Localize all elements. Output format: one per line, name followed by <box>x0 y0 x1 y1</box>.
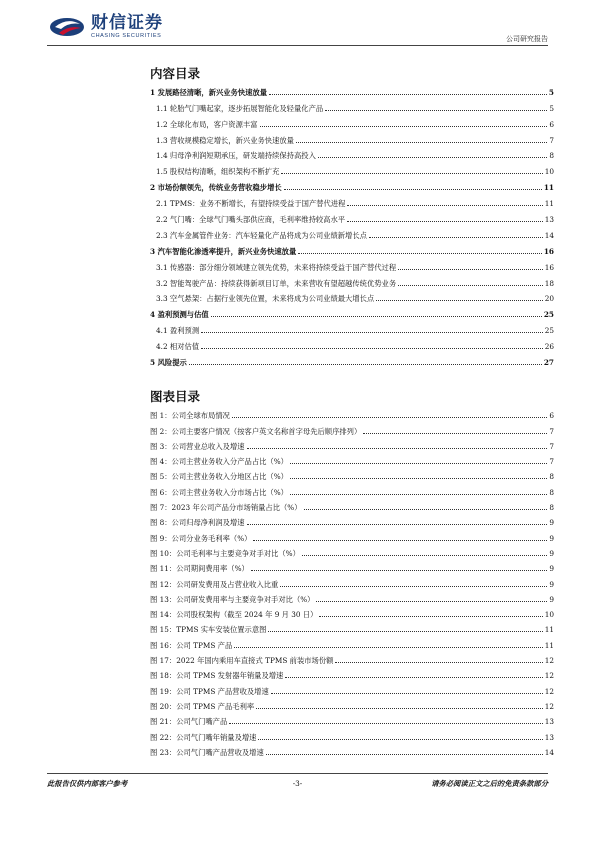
toc-section-entry-label: 2.1 TPMS：业务不断增长，有望持续受益于国产替代进程 <box>156 199 346 209</box>
toc-section-entry[interactable] <box>150 256 554 272</box>
toc-section-entry[interactable] <box>150 288 554 304</box>
page-number: -3- <box>292 779 303 788</box>
dot-leader <box>256 707 543 709</box>
figure-entry-label: 图 3：公司营业总收入及增速 <box>150 441 245 451</box>
figure-entry-label: 图 14：公司股权架构（截至 2024 年 9 月 30 日） <box>150 610 318 620</box>
figure-entry-page: 8 <box>549 503 554 513</box>
dot-leader <box>280 585 547 587</box>
toc-section-entry-page: 14 <box>544 230 554 240</box>
toc-section-entry-page: 11 <box>544 199 554 209</box>
logo-name-en: CHASING SECURITIES <box>91 33 162 39</box>
figure-entry[interactable] <box>150 527 554 542</box>
toc-section-entry-label: 2.3 汽车金属管件业务：汽车轻量化产品将成为公司业绩新增长点 <box>156 230 367 240</box>
dot-leader <box>347 204 542 206</box>
figure-entry-page: 12 <box>544 701 554 711</box>
figure-entry[interactable] <box>150 650 554 665</box>
dot-leader <box>251 569 548 571</box>
figure-entry-label: 图 18：公司 TPMS 发射器年销量及增速 <box>150 671 284 681</box>
toc-section-entry-page: 18 <box>544 278 554 288</box>
toc-section-entry[interactable] <box>150 224 554 240</box>
dot-leader <box>258 738 542 740</box>
dot-leader <box>316 600 547 602</box>
dot-leader <box>376 299 542 301</box>
figure-entry-label: 图 11：公司期间费用率（%） <box>150 564 249 574</box>
toc-section-entry-label: 1.2 全球化布局，客户资源丰富 <box>156 119 258 129</box>
toc-section-entry-label: 3.1 传感器：部分细分领域建立领先优势，未来将持续受益于国产替代过程 <box>156 262 397 272</box>
figure-entry-label: 图 6：公司主营业务收入分市场占比（%） <box>150 487 288 497</box>
toc-section-entry-label: 4.1 盈利预测 <box>156 326 200 336</box>
toc-chapter-entry-label: 1 发展路径清晰，新兴业务快速放量 <box>150 87 268 97</box>
figure-entry-label: 图 20：公司 TPMS 产品毛利率 <box>150 701 255 711</box>
figure-entry-label: 图 16：公司 TPMS 产品 <box>150 640 233 650</box>
figure-entry-page: 9 <box>549 564 554 574</box>
figure-entry-label: 图 8：公司归母净利润及增速 <box>150 518 245 528</box>
toc-section-entry[interactable] <box>150 272 554 288</box>
toc-chapter-entry-label: 2 市场份额领先，传统业务营收稳步增长 <box>150 183 282 193</box>
figure-entry-page: 12 <box>544 656 554 666</box>
figure-entry[interactable] <box>150 680 554 695</box>
dot-leader <box>347 220 543 222</box>
toc-list <box>150 81 554 367</box>
figure-entry[interactable] <box>150 420 554 435</box>
figure-entry-page: 12 <box>544 686 554 696</box>
dot-leader <box>189 363 542 365</box>
figure-entry[interactable] <box>150 589 554 604</box>
figure-list <box>150 405 554 757</box>
toc-section-entry-page: 13 <box>544 215 554 225</box>
figure-entry-page: 8 <box>549 487 554 497</box>
dot-leader <box>211 315 542 317</box>
figure-entry-label: 图 23：公司气门嘴产品营收及增速 <box>150 747 264 757</box>
logo-icon <box>47 15 87 39</box>
toc-section-entry[interactable] <box>150 145 554 161</box>
dot-leader <box>232 416 547 418</box>
dot-leader <box>335 661 542 663</box>
figure-entry[interactable] <box>150 711 554 726</box>
figure-entry-label: 图 22：公司气门嘴年销量及增速 <box>150 732 257 742</box>
dot-leader <box>281 172 542 174</box>
toc-chapter-entry-page: 11 <box>543 183 554 193</box>
toc-section-entry[interactable] <box>150 129 554 145</box>
dot-leader <box>290 462 547 464</box>
toc-section-entry-label: 1.3 营收规模稳定增长，新兴业务快速放量 <box>156 135 294 145</box>
figure-entry-page: 11 <box>544 640 554 650</box>
dot-leader <box>247 523 548 525</box>
toc-section-entry-page: 8 <box>549 151 554 161</box>
toc-section-entry-page: 7 <box>549 135 554 145</box>
toc-chapter-entry[interactable] <box>150 240 554 256</box>
header-divider <box>47 45 548 46</box>
dot-leader <box>229 722 542 724</box>
figure-entry[interactable] <box>150 634 554 649</box>
dot-leader <box>302 554 547 556</box>
figure-entry-label: 图 21：公司气门嘴产品 <box>150 717 228 727</box>
figure-entry-page: 9 <box>549 548 554 558</box>
figure-entry-page: 7 <box>549 441 554 451</box>
footer-divider <box>47 773 548 774</box>
figure-list-title: 图表目录 <box>150 389 201 404</box>
toc-chapter-entry-page: 16 <box>543 246 554 256</box>
toc-section-entry[interactable] <box>150 208 554 224</box>
figure-entry-page: 13 <box>544 717 554 727</box>
toc-chapter-entry[interactable] <box>150 81 554 97</box>
toc-chapter-entry-page: 27 <box>543 358 554 368</box>
toc-section-entry[interactable] <box>150 97 554 113</box>
figure-entry-page: 9 <box>549 594 554 604</box>
toc-section-entry[interactable] <box>150 335 554 351</box>
dot-leader <box>398 284 543 286</box>
toc-section-entry-page: 5 <box>549 103 554 113</box>
dot-leader <box>266 753 543 755</box>
dot-leader <box>201 331 543 333</box>
figure-entry-label: 图 12：公司研发费用及占营业收入比重 <box>150 579 279 589</box>
figure-entry[interactable] <box>150 497 554 512</box>
dot-leader <box>325 109 547 111</box>
toc-title: 内容目录 <box>150 66 201 81</box>
figure-entry[interactable] <box>150 619 554 634</box>
figure-entry-label: 图 7：2023 年公司产品分市场销量占比（%） <box>150 503 302 513</box>
dot-leader <box>319 615 542 617</box>
figure-entry-label: 图 4：公司主营业务收入分产品占比（%） <box>150 457 288 467</box>
toc-section-entry-label: 1.5 股权结构清晰，组织架构不断扩充 <box>156 167 280 177</box>
figure-entry-page: 9 <box>549 579 554 589</box>
dot-leader <box>304 508 548 510</box>
toc-chapter-entry-label: 3 汽车智能化渗透率提升，新兴业务快速放量 <box>150 246 297 256</box>
figure-entry-label: 图 19：公司 TPMS 产品营收及增速 <box>150 686 269 696</box>
toc-chapter-entry[interactable] <box>150 303 554 319</box>
figure-entry[interactable] <box>150 466 554 481</box>
toc-section-entry[interactable] <box>150 319 554 335</box>
toc-section-entry-page: 10 <box>544 167 554 177</box>
toc-section-entry[interactable] <box>150 113 554 129</box>
toc-chapter-entry[interactable] <box>150 176 554 192</box>
figure-entry-label: 图 1：公司全球布局情况 <box>150 411 230 421</box>
page-header <box>0 0 595 56</box>
toc-section-entry-page: 16 <box>544 262 554 272</box>
toc-section-entry-label: 3.3 空气悬架：占据行业领先位置，未来将成为公司业绩最大增长点 <box>156 294 375 304</box>
figure-entry-label: 图 17：2022 年国内乘用车直接式 TPMS 前装市场份额 <box>150 656 334 666</box>
figure-entry-page: 7 <box>549 457 554 467</box>
figure-entry[interactable] <box>150 558 554 573</box>
figure-entry-label: 图 5：公司主营业务收入分地区占比（%） <box>150 472 288 482</box>
figure-entry-page: 9 <box>549 533 554 543</box>
toc-section-entry-label: 4.2 相对估值 <box>156 342 200 352</box>
toc-section-entry-label: 2.2 气门嘴：全球气门嘴头部供应商，毛利率维持较高水平 <box>156 215 346 225</box>
document-type-label: 公司研究报告 <box>506 35 548 43</box>
figure-entry[interactable] <box>150 481 554 496</box>
dot-leader <box>253 539 547 541</box>
dot-leader <box>318 156 547 158</box>
dot-leader <box>398 268 543 270</box>
toc-chapter-entry-page: 5 <box>548 87 554 97</box>
dot-leader <box>247 447 548 449</box>
dot-leader <box>369 236 543 238</box>
toc-section-entry-label: 3.2 智能驾驶产品：持续获得新项目订单，未来营收有望超越传统优势业务 <box>156 278 397 288</box>
figure-entry[interactable] <box>150 436 554 451</box>
toc-section-entry-page: 25 <box>544 326 554 336</box>
footer-disclaimer-right: 请务必阅读正文之后的免责条款部分 <box>431 779 548 788</box>
dot-leader <box>290 493 547 495</box>
dot-leader <box>285 676 542 678</box>
figure-entry[interactable] <box>150 604 554 619</box>
logo-name-cn: 财信证券 <box>91 13 163 33</box>
figure-entry[interactable] <box>150 573 554 588</box>
toc-chapter-entry-label: 4 盈利预测与估值 <box>150 310 209 320</box>
toc-section-entry[interactable] <box>150 160 554 176</box>
toc-chapter-entry-page: 25 <box>543 310 554 320</box>
figure-entry-label: 图 2：公司主要客户情况（按客户英文名称首字母先后顺序排列） <box>150 426 362 436</box>
toc-section-entry-page: 26 <box>544 342 554 352</box>
figure-entry-label: 图 15：TPMS 实车安装位置示意图 <box>150 625 267 635</box>
toc-section-entry-label: 1.4 归母净利润短期承压，研发端持续保持高投入 <box>156 151 316 161</box>
figure-entry-label: 图 10：公司毛利率与主要竞争对手对比（%） <box>150 548 300 558</box>
dot-leader <box>271 692 543 694</box>
figure-entry-page: 7 <box>549 426 554 436</box>
figure-entry-page: 13 <box>544 732 554 742</box>
dot-leader <box>260 125 548 127</box>
figure-entry-page: 10 <box>544 610 554 620</box>
figure-entry[interactable] <box>150 665 554 680</box>
toc-chapter-entry[interactable] <box>150 351 554 367</box>
figure-entry-page: 11 <box>544 625 554 635</box>
toc-section-entry-page: 20 <box>544 294 554 304</box>
figure-entry[interactable] <box>150 696 554 711</box>
figure-entry-page: 9 <box>549 518 554 528</box>
figure-entry[interactable] <box>150 405 554 420</box>
dot-leader <box>284 188 542 190</box>
dot-leader <box>296 141 547 143</box>
figure-entry[interactable] <box>150 742 554 757</box>
figure-entry-label: 图 9：公司分业务毛利率（%） <box>150 533 252 543</box>
dot-leader <box>290 477 547 479</box>
company-logo <box>47 14 163 40</box>
toc-section-entry[interactable] <box>150 192 554 208</box>
figure-entry[interactable] <box>150 512 554 527</box>
toc-section-entry-label: 1.1 轮胎气门嘴起家，逐步拓展智能化及轻量化产品 <box>156 103 324 113</box>
dot-leader <box>268 630 542 632</box>
figure-entry[interactable] <box>150 726 554 741</box>
footer-disclaimer-left: 此报告仅供内部客户参考 <box>47 779 128 788</box>
dot-leader <box>201 347 543 349</box>
figure-entry-page: 8 <box>549 472 554 482</box>
figure-entry-page: 14 <box>544 747 554 757</box>
figure-entry[interactable] <box>150 451 554 466</box>
figure-entry-page: 6 <box>549 411 554 421</box>
figure-entry-label: 图 13：公司研发费用率与主要竞争对手对比（%） <box>150 594 315 604</box>
dot-leader <box>269 93 547 95</box>
toc-chapter-entry-label: 5 风险提示 <box>150 358 187 368</box>
dot-leader <box>234 646 542 648</box>
dot-leader <box>363 432 547 434</box>
toc-section-entry-page: 6 <box>549 119 554 129</box>
dot-leader <box>298 252 542 254</box>
figure-entry[interactable] <box>150 543 554 558</box>
figure-entry-page: 12 <box>544 671 554 681</box>
